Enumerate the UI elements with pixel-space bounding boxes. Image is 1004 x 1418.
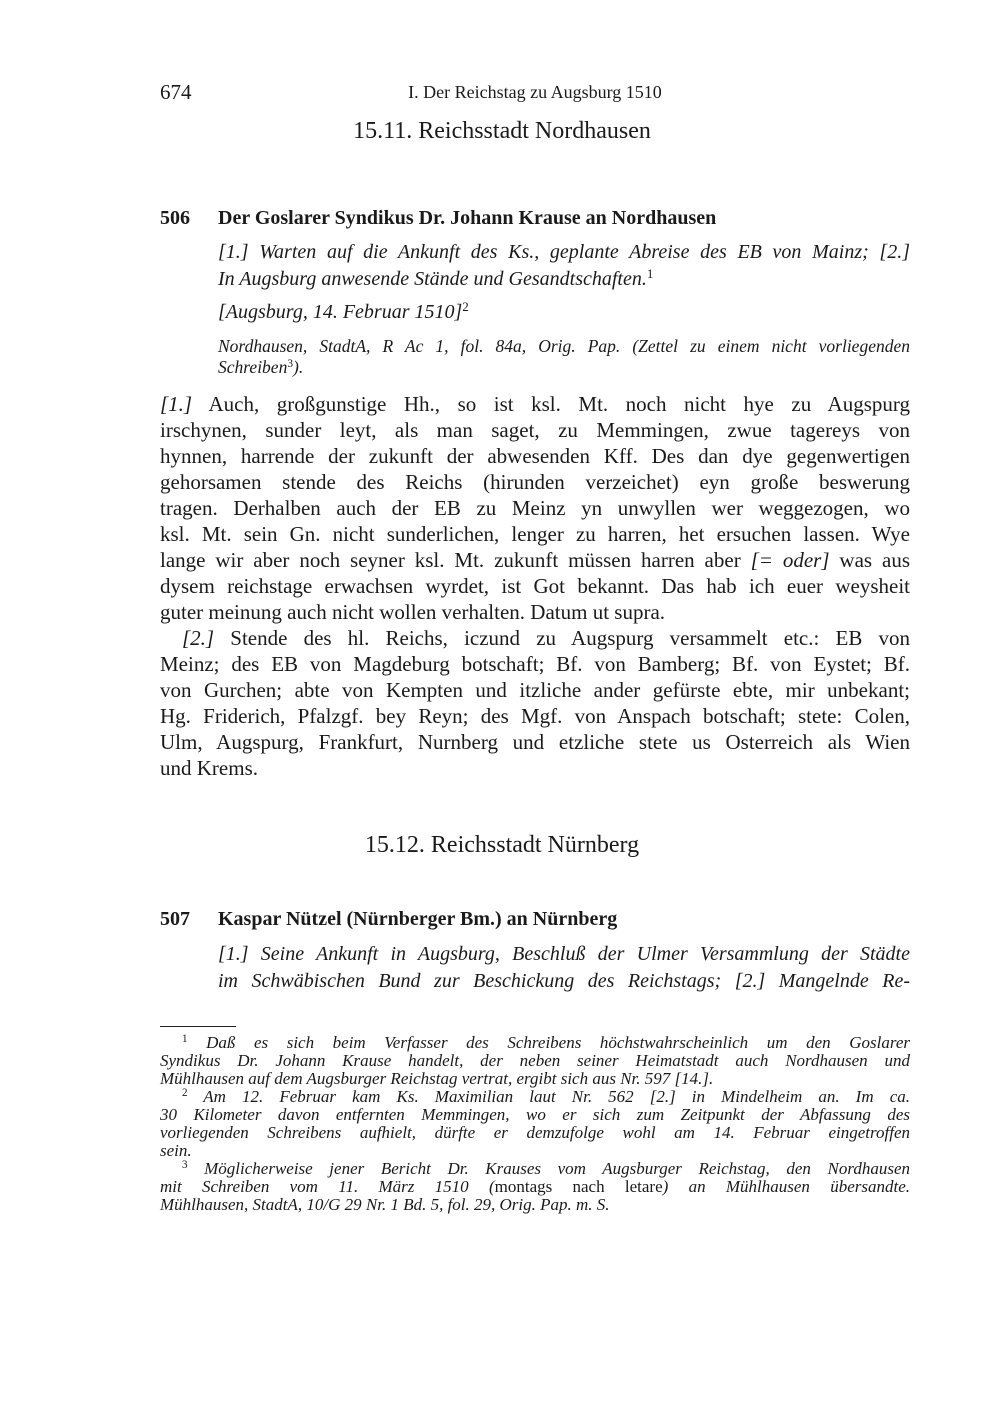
text-segment: irschynen, sunder leyt, als man saget, zu Memmingen, zwue tagereys von (160, 418, 910, 442)
text-line (160, 1088, 910, 1106)
text-line (160, 469, 910, 495)
text-line (160, 1178, 910, 1196)
text-segment: Meinz; des EB von Magdeburg botschaft; Bf. von Bamberg; Bf. von Eystet; Bf. (160, 652, 910, 676)
text-line (160, 599, 910, 625)
document-title: Der Goslarer Syndikus Dr. Johann Krause an Nordhausen (218, 207, 717, 229)
text-segment: Daß es sich beim Verfasser des Schreibens höchstwahrscheinlich um den Goslarer (187, 1033, 910, 1052)
text-segment: im Schwäbischen Bund zur Beschickung des Reichstags; [2.] Mangelnde Re- (218, 970, 910, 992)
document-506-date (218, 299, 910, 326)
footnote-marker: 3 (182, 1158, 188, 1171)
document-506-archive (218, 336, 910, 378)
text-segment: ) an Mühlhausen übersandte. (662, 1177, 910, 1196)
text-segment: vorliegenden Schreibens aufhielt, dürfte er demzufolge wohl am 14. Februar eingetroffen (160, 1123, 910, 1142)
document-507-summary (218, 941, 910, 995)
text-segment: Mühlhausen auf dem Augsburger Reichstag vertrat, ergibt sich aus Nr. 597 [14.]. (160, 1069, 714, 1088)
text-line (160, 1052, 910, 1070)
text-segment: [= oder] (750, 548, 830, 572)
text-line (160, 391, 910, 417)
footnote-divider (160, 1026, 236, 1027)
text-segment: Mühlhausen, StadtA, 10/G 29 Nr. 1 Bd. 5, fol. 29, Orig. Pap. m. S. (160, 1195, 610, 1214)
section-heading-nordhausen: 15.11. Reichsstadt Nordhausen (353, 118, 651, 144)
text-segment: [1.] Warten auf die Ankunft des Ks., geplante Abreise des EB von Mainz; [2.] (218, 241, 910, 263)
text-line (160, 1142, 910, 1160)
text-segment: guter meinung auch nicht wollen verhalten. Datum ut supra. (160, 600, 666, 624)
document-506-heading (160, 207, 716, 230)
footnote-marker: 1 (646, 265, 654, 281)
document-507-heading (160, 908, 617, 931)
text-segment: was aus (829, 548, 910, 572)
text-line (218, 299, 910, 326)
text-line (218, 266, 910, 293)
text-line (160, 1034, 910, 1052)
text-segment: Am 12. Februar kam Ks. Maximilian laut Nr. 562 [2.] in Mindelheim an. Im ca. (187, 1087, 910, 1106)
text-segment: tragen. Derhalben auch der EB zu Meinz yn unwyllen wer weggezogen, wo (160, 496, 910, 520)
document-506-body (160, 391, 910, 781)
text-line (160, 677, 910, 703)
text-segment: von Gurchen; abte von Kempten und itzliche ander gefürste ebte, mir unbekant; (160, 678, 910, 702)
text-line (160, 651, 910, 677)
text-line (160, 1106, 910, 1124)
text-segment: ksl. Mt. sein Gn. nicht sunderlichen, lenger zu harren, het ersuchen lassen. Wye (160, 522, 910, 546)
text-line (160, 547, 910, 573)
text-segment: [1.] (160, 392, 193, 416)
text-segment: Syndikus Dr. Johann Krause handelt, der neben seiner Heimatstadt auch Nordhausen und (160, 1051, 910, 1070)
text-segment: [1.] Seine Ankunft in Augsburg, Beschluß der Ulmer Versammlung der Städte (218, 943, 910, 965)
text-segment: 30 Kilometer davon entfernten Memmingen, wo er sich zum Zeitpunkt der Abfassung des (160, 1105, 910, 1124)
text-line (160, 1160, 910, 1178)
text-segment: In Augsburg anwesende Stände und Gesandtschaften. (218, 268, 647, 290)
text-line (218, 357, 910, 378)
text-segment: lange wir aber noch seyner ksl. Mt. zukunft müssen harren aber (160, 548, 751, 572)
footnotes (160, 1034, 910, 1214)
text-segment: Ulm, Augspurg, Frankfurt, Nurnberg und etzliche stete us Osterreich als Wien (160, 730, 910, 754)
document-number: 507 (160, 908, 190, 930)
text-line (160, 1196, 910, 1214)
document-title: Kaspar Nützel (Nürnberger Bm.) an Nürnberg (218, 908, 618, 930)
text-line (160, 625, 910, 651)
text-segment: und Krems. (160, 756, 258, 780)
text-segment: ). (293, 357, 304, 377)
text-segment: mit Schreiben vom 11. März 1510 ( (160, 1177, 495, 1196)
footnote-marker: 2 (182, 1086, 188, 1099)
text-segment: Stende des hl. Reichs, iczund zu Augspurg versammelt etc.: EB von (214, 626, 910, 650)
text-segment: dysem reichstage erwachsen wyrdet, ist Got bekannt. Das hab ich euer weysheit (160, 574, 910, 598)
text-segment: montags nach letare (494, 1177, 663, 1196)
text-line (160, 495, 910, 521)
text-line (160, 755, 910, 781)
text-line (160, 417, 910, 443)
text-segment: Schreiben (218, 357, 288, 377)
running-title: I. Der Reichstag zu Augsburg 1510 (408, 82, 662, 102)
text-line (160, 1124, 910, 1142)
footnote-marker: 1 (182, 1032, 188, 1045)
text-segment: [Augsburg, 14. Februar 1510] (218, 301, 463, 323)
text-line (160, 1070, 910, 1088)
text-segment: gehorsamen stende des Reichs (hirunden verzeichet) eyn große beswerung (160, 470, 910, 494)
text-segment: Möglicherweise jener Bericht Dr. Krauses vom Augsburger Reichstag, den Nordhausen (187, 1159, 910, 1178)
text-line (160, 521, 910, 547)
text-segment: Nordhausen, StadtA, R Ac 1, fol. 84a, Orig. Pap. (Zettel zu einem nicht vorliegenden (218, 336, 910, 356)
section-heading-nuernberg: 15.12. Reichsstadt Nürnberg (364, 832, 640, 858)
text-segment: sein. (160, 1141, 192, 1160)
text-line (160, 703, 910, 729)
footnote-marker: 3 (287, 357, 294, 370)
text-line (160, 573, 910, 599)
document-506-summary (218, 239, 910, 293)
text-line (218, 239, 910, 266)
text-line (160, 729, 910, 755)
text-segment: Hg. Friderich, Pfalzgf. bey Reyn; des Mgf. von Anspach botschaft; stete: Colen, (160, 704, 910, 728)
text-line (218, 941, 910, 968)
document-number: 506 (160, 207, 190, 229)
page-number: 674 (160, 80, 192, 104)
text-segment: Auch, großgunstige Hh., so ist ksl. Mt. noch nicht hye zu Augspurg (192, 392, 910, 416)
text-line (160, 443, 910, 469)
text-segment: hynnen, harrende der zukunft der abwesenden Kff. Des dan dye gegenwertigen (160, 444, 910, 468)
text-line (218, 968, 910, 995)
footnote-marker: 2 (462, 298, 469, 314)
text-segment: [2.] (182, 626, 215, 650)
text-line (218, 336, 910, 357)
